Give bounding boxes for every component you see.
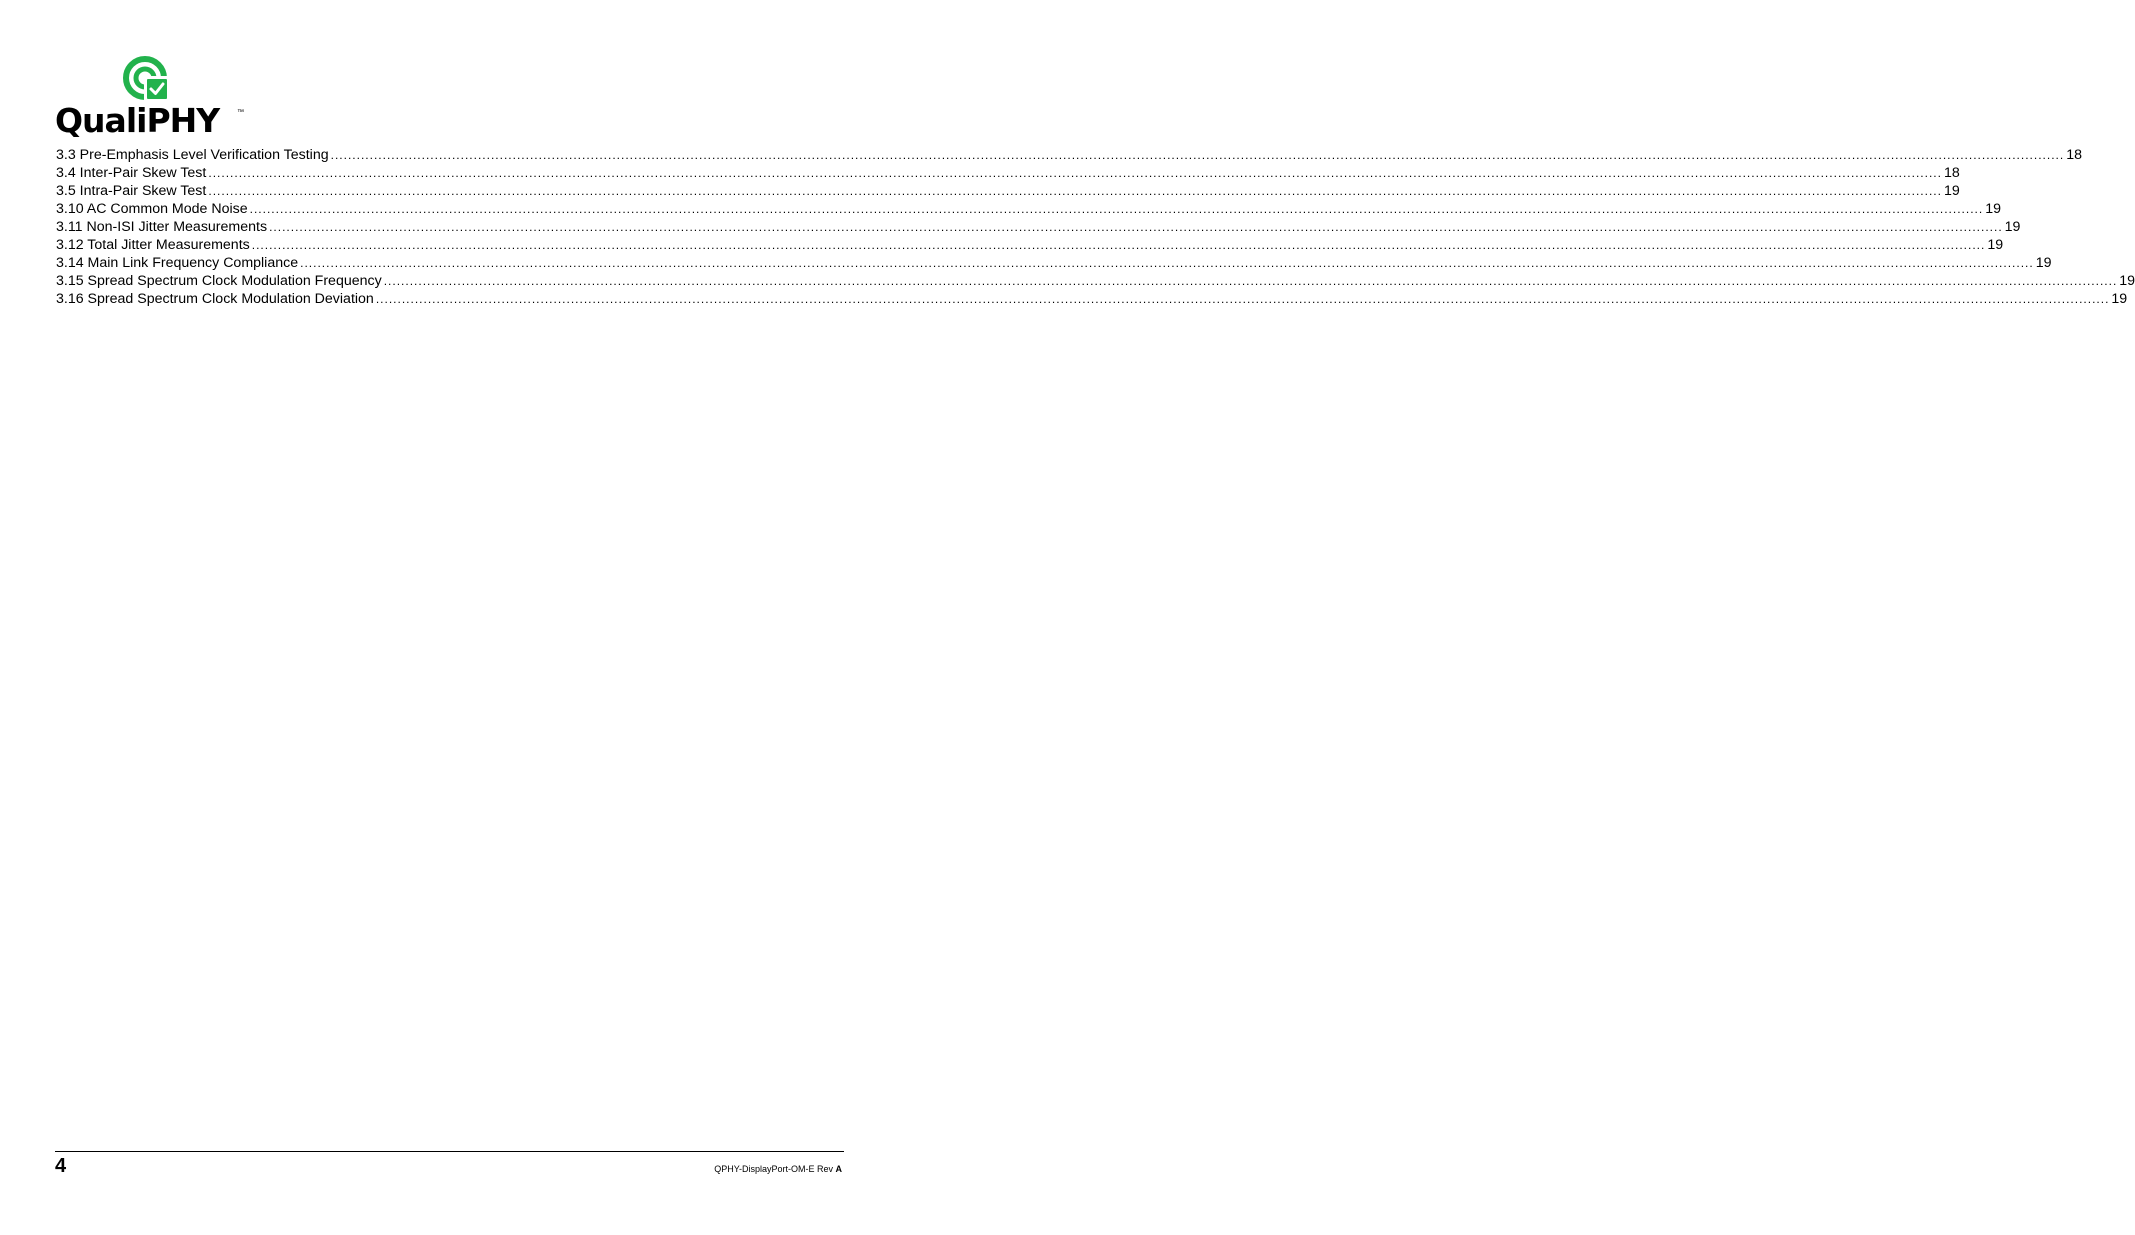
toc-dot-leader: ................................................................................................................................................................................................................................................................................................................................................................................................................ — [249, 202, 1984, 216]
toc-entry-title: 3.5 Intra-Pair Skew Test — [56, 183, 207, 199]
toc-dot-leader: ................................................................................................................................................................................................................................................................................................................................................................................................................ — [269, 220, 2003, 234]
toc-entry[interactable] — [56, 272, 2135, 290]
toc-entry[interactable] — [56, 290, 2128, 308]
toc-entry-page: 18 — [2066, 147, 2082, 163]
qualiphy-check-logo-icon — [122, 55, 172, 105]
toc-entry-page: 19 — [1985, 201, 2001, 217]
toc-entry-title: 3.12 Total Jitter Measurements — [56, 237, 250, 253]
table-of-contents — [56, 146, 2135, 308]
toc-entry-title: 3.4 Inter-Pair Skew Test — [56, 165, 207, 181]
toc-dot-leader: ................................................................................................................................................................................................................................................................................................................................................................................................................ — [375, 292, 2110, 306]
logo-trademark: ™ — [237, 109, 244, 116]
toc-dot-leader: ................................................................................................................................................................................................................................................................................................................................................................................................................ — [330, 148, 2065, 162]
toc-entry[interactable] — [56, 146, 2082, 164]
toc-dot-leader: ................................................................................................................................................................................................................................................................................................................................................................................................................ — [300, 256, 2034, 270]
toc-dot-leader: ................................................................................................................................................................................................................................................................................................................................................................................................................ — [383, 274, 2118, 288]
toc-entry-title: 3.14 Main Link Frequency Compliance — [56, 255, 299, 271]
toc-entry-page: 18 — [1943, 165, 1960, 181]
toc-entry[interactable] — [56, 200, 2001, 218]
toc-entry[interactable] — [56, 218, 2021, 236]
document-id-text: QPHY-DisplayPort-OM-E Rev — [714, 1164, 833, 1174]
toc-entry-title: 3.15 Spread Spectrum Clock Modulation Frequency — [56, 273, 382, 289]
document-revision: A — [835, 1164, 842, 1174]
toc-entry-page: 19 — [1943, 183, 1960, 199]
toc-entry-title: 3.10 AC Common Mode Noise — [56, 201, 248, 217]
toc-entry-title: 3.16 Spread Spectrum Clock Modulation Deviation — [56, 291, 374, 307]
document-id — [714, 1163, 842, 1175]
qualiphy-logo — [55, 55, 255, 140]
toc-entry[interactable] — [56, 236, 2004, 254]
toc-dot-leader: ................................................................................................................................................................................................................................................................................................................................................................................................................ — [208, 166, 1942, 180]
toc-entry-page: 19 — [2119, 273, 2135, 289]
toc-entry[interactable] — [56, 182, 1960, 200]
toc-entry[interactable] — [56, 254, 2052, 272]
toc-dot-leader: ................................................................................................................................................................................................................................................................................................................................................................................................................ — [208, 184, 1942, 198]
toc-dot-leader: ................................................................................................................................................................................................................................................................................................................................................................................................................ — [251, 238, 1986, 252]
page-number: 4 — [55, 1155, 67, 1177]
toc-entry-page: 19 — [2111, 291, 2128, 307]
toc-entry-title: 3.3 Pre-Emphasis Level Verification Testing — [56, 147, 329, 163]
toc-entry-page: 19 — [2004, 219, 2021, 235]
toc-entry[interactable] — [56, 164, 1960, 182]
footer-divider — [55, 1151, 844, 1152]
logo-wordmark: QualiPHY — [55, 101, 220, 140]
toc-entry-title: 3.11 Non-ISI Jitter Measurements — [56, 219, 268, 235]
toc-entry-page: 19 — [1987, 237, 2004, 253]
toc-entry-page: 19 — [2035, 255, 2052, 271]
